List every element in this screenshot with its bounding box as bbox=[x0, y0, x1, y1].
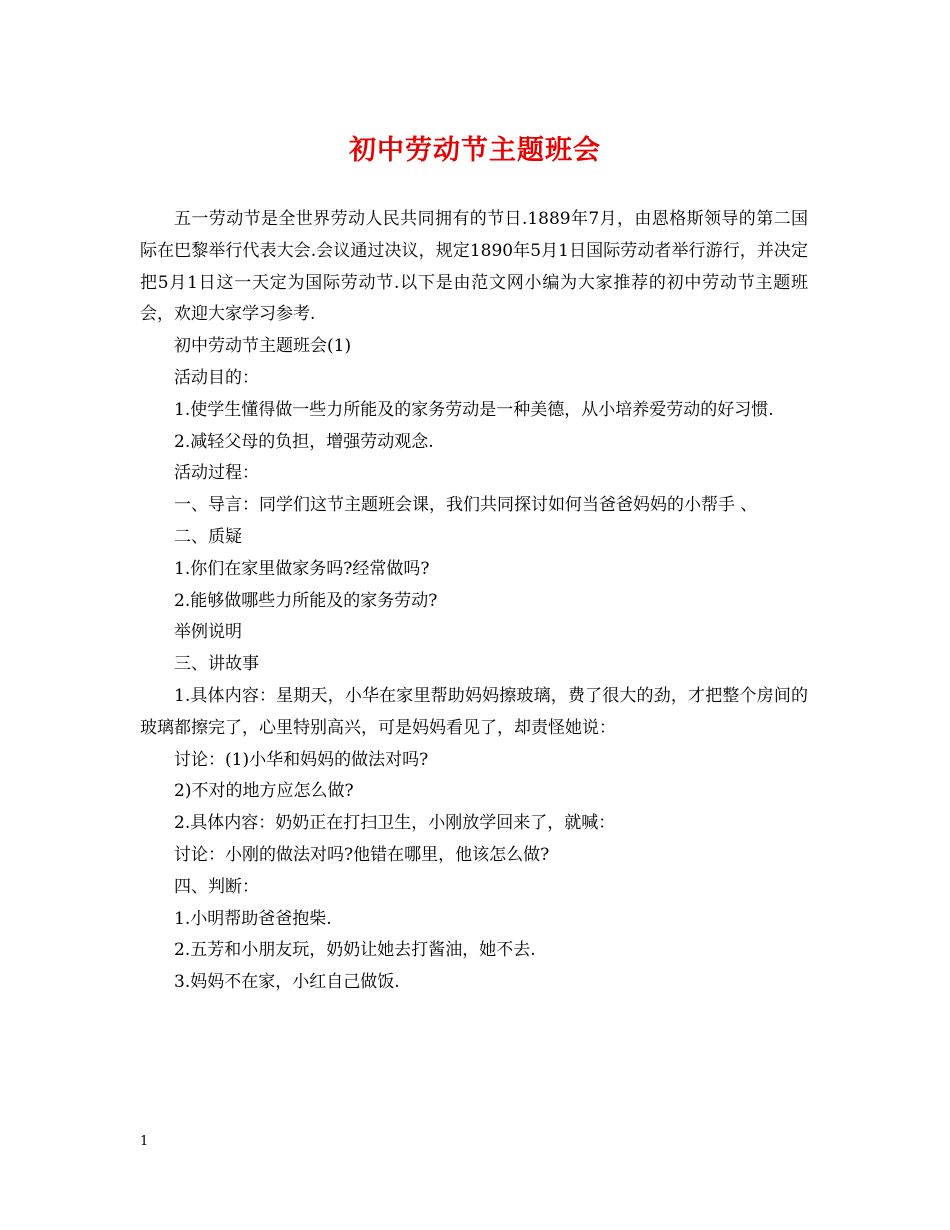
story-paragraph: 1.具体内容：星期天，小华在家里帮助妈妈擦玻璃，费了很大的劲，才把整个房间的玻璃都擦完了，心里特别高兴，可是妈妈看见了，却责怪她说： bbox=[140, 685, 808, 738]
document-body bbox=[140, 204, 808, 999]
step-heading: 四、判断： bbox=[174, 876, 259, 897]
document-title: 初中劳动节主题班会 bbox=[349, 135, 601, 166]
goal-item: 2.减轻父母的负担，增强劳动观念. bbox=[174, 431, 434, 452]
list-item: 举例说明 bbox=[174, 622, 242, 643]
judgement-item: 3.妈妈不在家，小红自己做饭. bbox=[174, 972, 400, 993]
discussion-item: 2)不对的地方应怎么做? bbox=[174, 781, 354, 802]
page-number: 1 bbox=[140, 1134, 149, 1149]
discussion-item: 讨论：(1)小华和妈妈的做法对吗? bbox=[174, 749, 429, 770]
list-item: 2.能够做哪些力所能及的家务劳动? bbox=[174, 590, 438, 611]
step-heading: 三、讲故事 bbox=[174, 654, 259, 675]
activity-process-heading: 活动过程： bbox=[174, 463, 259, 484]
step-heading: 二、质疑 bbox=[174, 526, 242, 547]
judgement-item: 1.小明帮助爸爸抱柴. bbox=[174, 908, 332, 929]
list-item: 1.你们在家里做家务吗?经常做吗? bbox=[174, 558, 430, 579]
goal-item: 1.使学生懂得做一些力所能及的家务劳动是一种美德，从小培养爱劳动的好习惯. bbox=[174, 399, 774, 420]
section-heading: 初中劳动节主题班会(1) bbox=[174, 336, 352, 357]
story-paragraph: 2.具体内容：奶奶正在打扫卫生，小刚放学回来了，就喊： bbox=[174, 813, 616, 834]
intro-paragraph: 五一劳动节是全世界劳动人民共同拥有的节日.1889年7月，由恩格斯领导的第二国际在巴黎举行代表大会.会议通过决议，规定1890年5月1日国际劳动者举行游行，并决定把5月1日这一天定为国际劳动节.以下是由范文网小编为大家推荐的初中劳动节主题班会，欢迎大家学习参考. bbox=[140, 209, 808, 325]
judgement-item: 2.五芳和小朋友玩，奶奶让她去打酱油，她不去. bbox=[174, 940, 536, 961]
step-heading: 一、导言：同学们这节主题班会课，我们共同探讨如何当爸爸妈妈的小帮手 、 bbox=[174, 495, 758, 516]
activity-goal-heading: 活动目的： bbox=[174, 367, 259, 388]
discussion-item: 讨论：小刚的做法对吗?他错在哪里，他该怎么做? bbox=[174, 844, 550, 865]
